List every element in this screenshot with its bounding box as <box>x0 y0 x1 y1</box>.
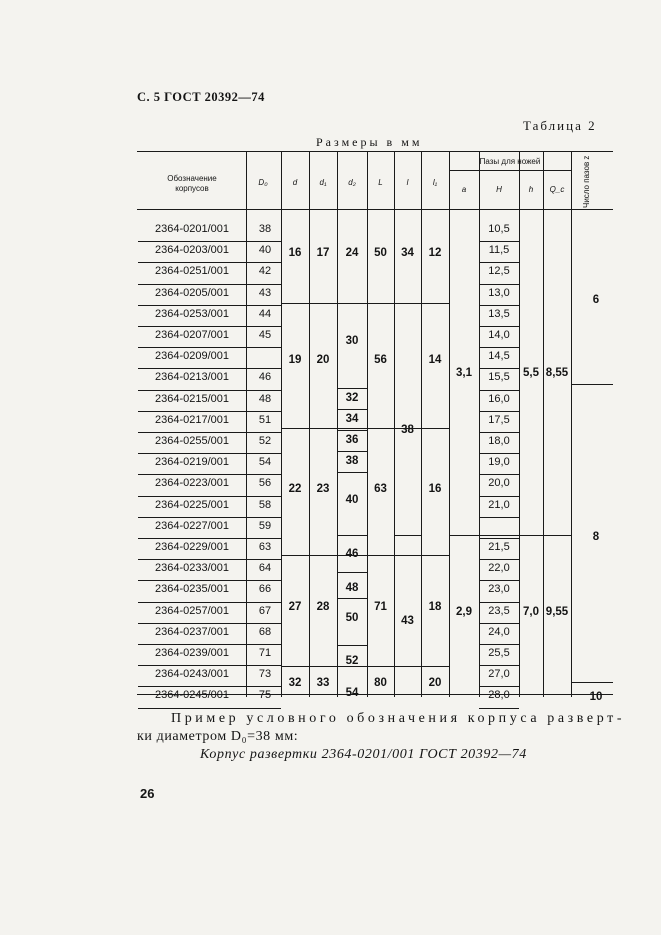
group-divider <box>337 645 367 646</box>
cell-d-group4: 27 <box>288 601 302 613</box>
col-header-designation-line2: корпусов <box>175 184 209 193</box>
row-underline <box>246 453 281 454</box>
row-underline <box>138 665 246 666</box>
col-header-L: L <box>378 178 383 187</box>
row-H: 15,5 <box>488 371 510 384</box>
row-underline <box>246 708 281 709</box>
row-D0: 75 <box>258 689 272 702</box>
cell-d1-group4: 28 <box>316 601 330 613</box>
cell-d2-1: 24 <box>345 247 359 259</box>
row-underline <box>479 411 519 412</box>
row-underline <box>479 241 519 242</box>
row-underline <box>479 644 519 645</box>
row-D0: 73 <box>258 668 272 681</box>
row-underline <box>479 453 519 454</box>
row-underline <box>479 517 519 518</box>
row-underline <box>246 496 281 497</box>
col-header-z: Число пазов z <box>582 155 591 208</box>
row-code: 2364-0213/001 <box>154 371 229 384</box>
row-code: 2364-0215/001 <box>154 392 229 405</box>
group-divider <box>281 428 449 429</box>
cell-z-2: 8 <box>592 531 600 543</box>
row-D0: 58 <box>258 498 272 511</box>
row-code: 2364-0201/001 <box>154 223 229 235</box>
row-D0: 59 <box>258 519 272 532</box>
row-underline <box>479 686 519 687</box>
row-D0: 63 <box>258 541 272 553</box>
row-underline <box>138 262 246 263</box>
row-underline <box>246 474 281 475</box>
row-underline <box>246 432 281 433</box>
group-divider <box>449 535 571 536</box>
row-underline <box>479 284 519 285</box>
table-caption: Таблица 2 <box>523 118 597 133</box>
row-underline <box>246 580 281 581</box>
cell-d-group3: 22 <box>288 483 302 495</box>
row-underline <box>138 602 246 603</box>
row-H: 27,0 <box>488 668 510 681</box>
row-underline <box>479 538 519 539</box>
col-header-d2: d₂ <box>348 178 356 187</box>
cell-d2-10: 50 <box>345 612 359 624</box>
row-H: 13,0 <box>488 286 510 299</box>
column-divider <box>246 151 247 697</box>
col-header-a: a <box>461 185 467 194</box>
row-underline <box>479 474 519 475</box>
cell-h-1: 5,5 <box>523 367 539 379</box>
z-group-divider <box>571 384 613 385</box>
cell-d1-group1: 17 <box>316 247 330 259</box>
row-D0: 64 <box>258 562 272 575</box>
row-H: 25,5 <box>488 647 510 659</box>
col-header-d1: d₁ <box>319 178 327 187</box>
group-divider <box>337 535 367 536</box>
column-divider <box>421 151 422 697</box>
row-code: 2364-0209/001 <box>154 350 229 363</box>
cell-a-2: 2,9 <box>456 606 472 618</box>
cell-d1-group5: 33 <box>316 677 330 689</box>
row-underline <box>138 284 246 285</box>
page-header: С. 5 ГОСТ 20392—74 <box>137 90 265 104</box>
cell-l-1: 34 <box>401 247 414 259</box>
row-D0: 43 <box>258 286 272 299</box>
row-underline <box>138 708 246 709</box>
row-code: 2364-0203/001 <box>154 244 229 257</box>
header-bottom-border <box>137 209 613 210</box>
row-D0: 45 <box>258 329 272 341</box>
cell-Qc-1: 8,55 <box>545 367 569 379</box>
cell-l-3: 43 <box>401 615 414 627</box>
cell-d2-6: 38 <box>345 455 359 467</box>
grooves-subheader-line <box>449 170 571 171</box>
cell-l1-4: 18 <box>428 601 442 613</box>
example-line-2: ки диаметром D₀=38 мм: <box>137 729 299 744</box>
cell-l1-2: 14 <box>428 354 442 366</box>
row-underline <box>479 708 519 709</box>
group-divider <box>337 430 367 431</box>
row-code: 2364-0255/001 <box>154 435 229 447</box>
page-number: 26 <box>140 786 155 801</box>
cell-l1-5: 20 <box>428 677 442 689</box>
row-underline <box>138 496 246 497</box>
row-code: 2364-0207/001 <box>154 329 229 341</box>
cell-l-2: 38 <box>401 424 414 436</box>
row-code: 2364-0229/001 <box>154 541 229 553</box>
row-code: 2364-0245/001 <box>154 689 229 702</box>
row-D0: 46 <box>258 371 272 384</box>
cell-d2-7: 40 <box>345 494 359 506</box>
row-H: 10,5 <box>488 223 510 235</box>
z-group-divider <box>571 682 613 683</box>
cell-z-1: 6 <box>592 294 600 306</box>
row-H: 19,0 <box>488 456 510 469</box>
row-underline <box>138 580 246 581</box>
row-underline <box>138 305 246 306</box>
row-code: 2364-0237/001 <box>154 625 229 638</box>
row-underline <box>138 623 246 624</box>
cell-a-1: 3,1 <box>456 367 472 379</box>
row-H: 28,0 <box>488 689 510 702</box>
row-D0: 66 <box>258 583 272 596</box>
row-code: 2364-0253/001 <box>154 307 229 320</box>
row-code: 2364-0225/001 <box>154 498 229 511</box>
row-code: 2364-0205/001 <box>154 286 229 299</box>
row-D0: 67 <box>258 604 272 617</box>
row-underline <box>138 368 246 369</box>
cell-Qc-2: 9,55 <box>545 606 569 618</box>
row-H: 16,0 <box>488 392 510 405</box>
row-underline <box>479 559 519 560</box>
row-underline <box>479 347 519 348</box>
row-code: 2364-0257/001 <box>154 604 229 617</box>
cell-L-1: 50 <box>374 247 387 259</box>
column-divider <box>367 151 368 697</box>
row-H: 11,5 <box>488 244 510 257</box>
row-underline <box>246 623 281 624</box>
row-code: 2364-0227/001 <box>154 519 229 532</box>
row-D0: 56 <box>258 477 272 490</box>
row-H: 12,5 <box>488 265 510 278</box>
cell-L-5: 80 <box>374 677 387 689</box>
group-divider <box>337 572 367 573</box>
row-underline <box>138 390 246 391</box>
row-underline <box>246 602 281 603</box>
row-code: 2364-0251/001 <box>154 265 229 278</box>
row-underline <box>246 262 281 263</box>
cell-d-group5: 32 <box>288 677 302 689</box>
row-underline <box>246 665 281 666</box>
col-header-h: h <box>528 185 534 194</box>
cell-l1-1: 12 <box>428 247 442 259</box>
row-underline <box>246 517 281 518</box>
row-underline <box>479 602 519 603</box>
row-code: 2364-0239/001 <box>154 647 229 659</box>
row-underline <box>479 432 519 433</box>
cell-d2-11: 52 <box>345 655 359 667</box>
row-D0: 38 <box>258 223 272 235</box>
cell-d2-12: 54 <box>345 687 359 699</box>
col-header-designation-line1: Обозначение <box>167 174 217 183</box>
row-code: 2364-0233/001 <box>154 562 229 575</box>
row-underline <box>246 347 281 348</box>
row-underline <box>138 559 246 560</box>
row-code: 2364-0235/001 <box>154 583 229 596</box>
row-H: 24,0 <box>488 625 510 638</box>
row-D0: 54 <box>258 456 272 469</box>
table-units: Размеры в мм <box>316 135 423 149</box>
cell-d2-4: 34 <box>345 413 359 425</box>
row-underline <box>138 644 246 645</box>
row-underline <box>479 305 519 306</box>
col-header-l1: l₁ <box>432 178 438 187</box>
col-header-grooves: Пазы для ножей <box>479 157 541 166</box>
row-underline <box>479 326 519 327</box>
example-line-1: Пример условного обозначения корпуса разверт- <box>171 711 626 726</box>
row-D0: 40 <box>258 244 272 257</box>
row-code: 2364-0219/001 <box>154 456 229 469</box>
row-code: 2364-0217/001 <box>154 413 229 426</box>
row-underline <box>246 284 281 285</box>
row-underline <box>138 686 246 687</box>
group-divider <box>337 388 367 389</box>
row-D0: 51 <box>258 413 272 426</box>
cell-d2-3: 32 <box>345 392 359 404</box>
row-H: 22,0 <box>488 562 510 575</box>
cell-h-2: 7,0 <box>523 606 539 618</box>
row-H: 18,0 <box>488 435 510 447</box>
group-divider <box>337 472 367 473</box>
row-H: 17,5 <box>488 413 510 426</box>
row-D0: 42 <box>258 265 272 278</box>
row-underline <box>138 347 246 348</box>
row-underline <box>246 644 281 645</box>
row-H: 14,5 <box>488 350 510 363</box>
row-underline <box>479 390 519 391</box>
cell-d1-group2: 20 <box>316 354 330 366</box>
col-header-d: d <box>292 178 298 187</box>
cell-z-3: 10 <box>589 691 603 703</box>
row-underline <box>246 305 281 306</box>
row-underline <box>246 538 281 539</box>
row-underline <box>479 262 519 263</box>
row-underline <box>138 453 246 454</box>
row-underline <box>479 623 519 624</box>
col-header-D0: D₀ <box>258 178 268 187</box>
row-underline <box>246 559 281 560</box>
row-underline <box>246 241 281 242</box>
col-header-H: H <box>496 185 502 194</box>
column-divider <box>309 151 310 697</box>
col-header-l: l <box>406 178 409 187</box>
row-D0: 68 <box>258 625 272 638</box>
group-divider <box>337 409 367 410</box>
column-divider <box>281 151 282 697</box>
row-underline <box>138 326 246 327</box>
cell-l1-3: 16 <box>428 483 442 495</box>
row-underline <box>138 411 246 412</box>
cell-L-2: 56 <box>374 354 387 366</box>
row-underline <box>246 326 281 327</box>
cell-d2-2: 30 <box>345 335 359 347</box>
group-divider <box>337 451 367 452</box>
row-H: 23,5 <box>488 604 510 617</box>
row-underline <box>138 432 246 433</box>
row-underline <box>138 538 246 539</box>
row-code: 2364-0243/001 <box>154 668 229 681</box>
row-underline <box>246 368 281 369</box>
row-H: 23,0 <box>488 583 510 596</box>
row-underline <box>479 580 519 581</box>
group-divider <box>281 303 449 304</box>
table-top-border <box>137 151 613 152</box>
cell-d2-9: 48 <box>345 582 359 594</box>
col-header-designation <box>138 174 246 194</box>
row-code: 2364-0223/001 <box>154 477 229 490</box>
row-H: 21,5 <box>488 541 510 553</box>
group-divider <box>394 535 421 536</box>
cell-d2-8: 46 <box>345 548 359 560</box>
row-underline <box>479 496 519 497</box>
cell-d-group2: 19 <box>288 354 302 366</box>
row-D0: 44 <box>258 307 272 320</box>
row-underline <box>138 517 246 518</box>
row-H: 14,0 <box>488 329 510 341</box>
col-header-Qc: Q_c <box>549 185 565 194</box>
row-D0: 52 <box>258 435 272 447</box>
example-line-3: Корпус развертки 2364-0201/001 ГОСТ 20392—74 <box>200 747 527 762</box>
row-underline <box>246 411 281 412</box>
row-underline <box>479 665 519 666</box>
row-H: 21,0 <box>488 498 510 511</box>
row-D0: 71 <box>258 647 272 659</box>
cell-d2-5: 36 <box>345 434 359 446</box>
cell-L-3: 63 <box>374 483 387 495</box>
row-underline <box>246 686 281 687</box>
group-divider <box>337 598 367 599</box>
row-H: 13,5 <box>488 307 510 320</box>
cell-d-group1: 16 <box>288 247 302 259</box>
row-H: 20,0 <box>488 477 510 490</box>
cell-L-4: 71 <box>374 601 387 613</box>
row-underline <box>138 241 246 242</box>
row-underline <box>246 390 281 391</box>
row-D0: 48 <box>258 392 272 405</box>
column-divider <box>571 151 572 697</box>
row-underline <box>138 474 246 475</box>
cell-d1-group3: 23 <box>316 483 330 495</box>
row-underline <box>479 368 519 369</box>
